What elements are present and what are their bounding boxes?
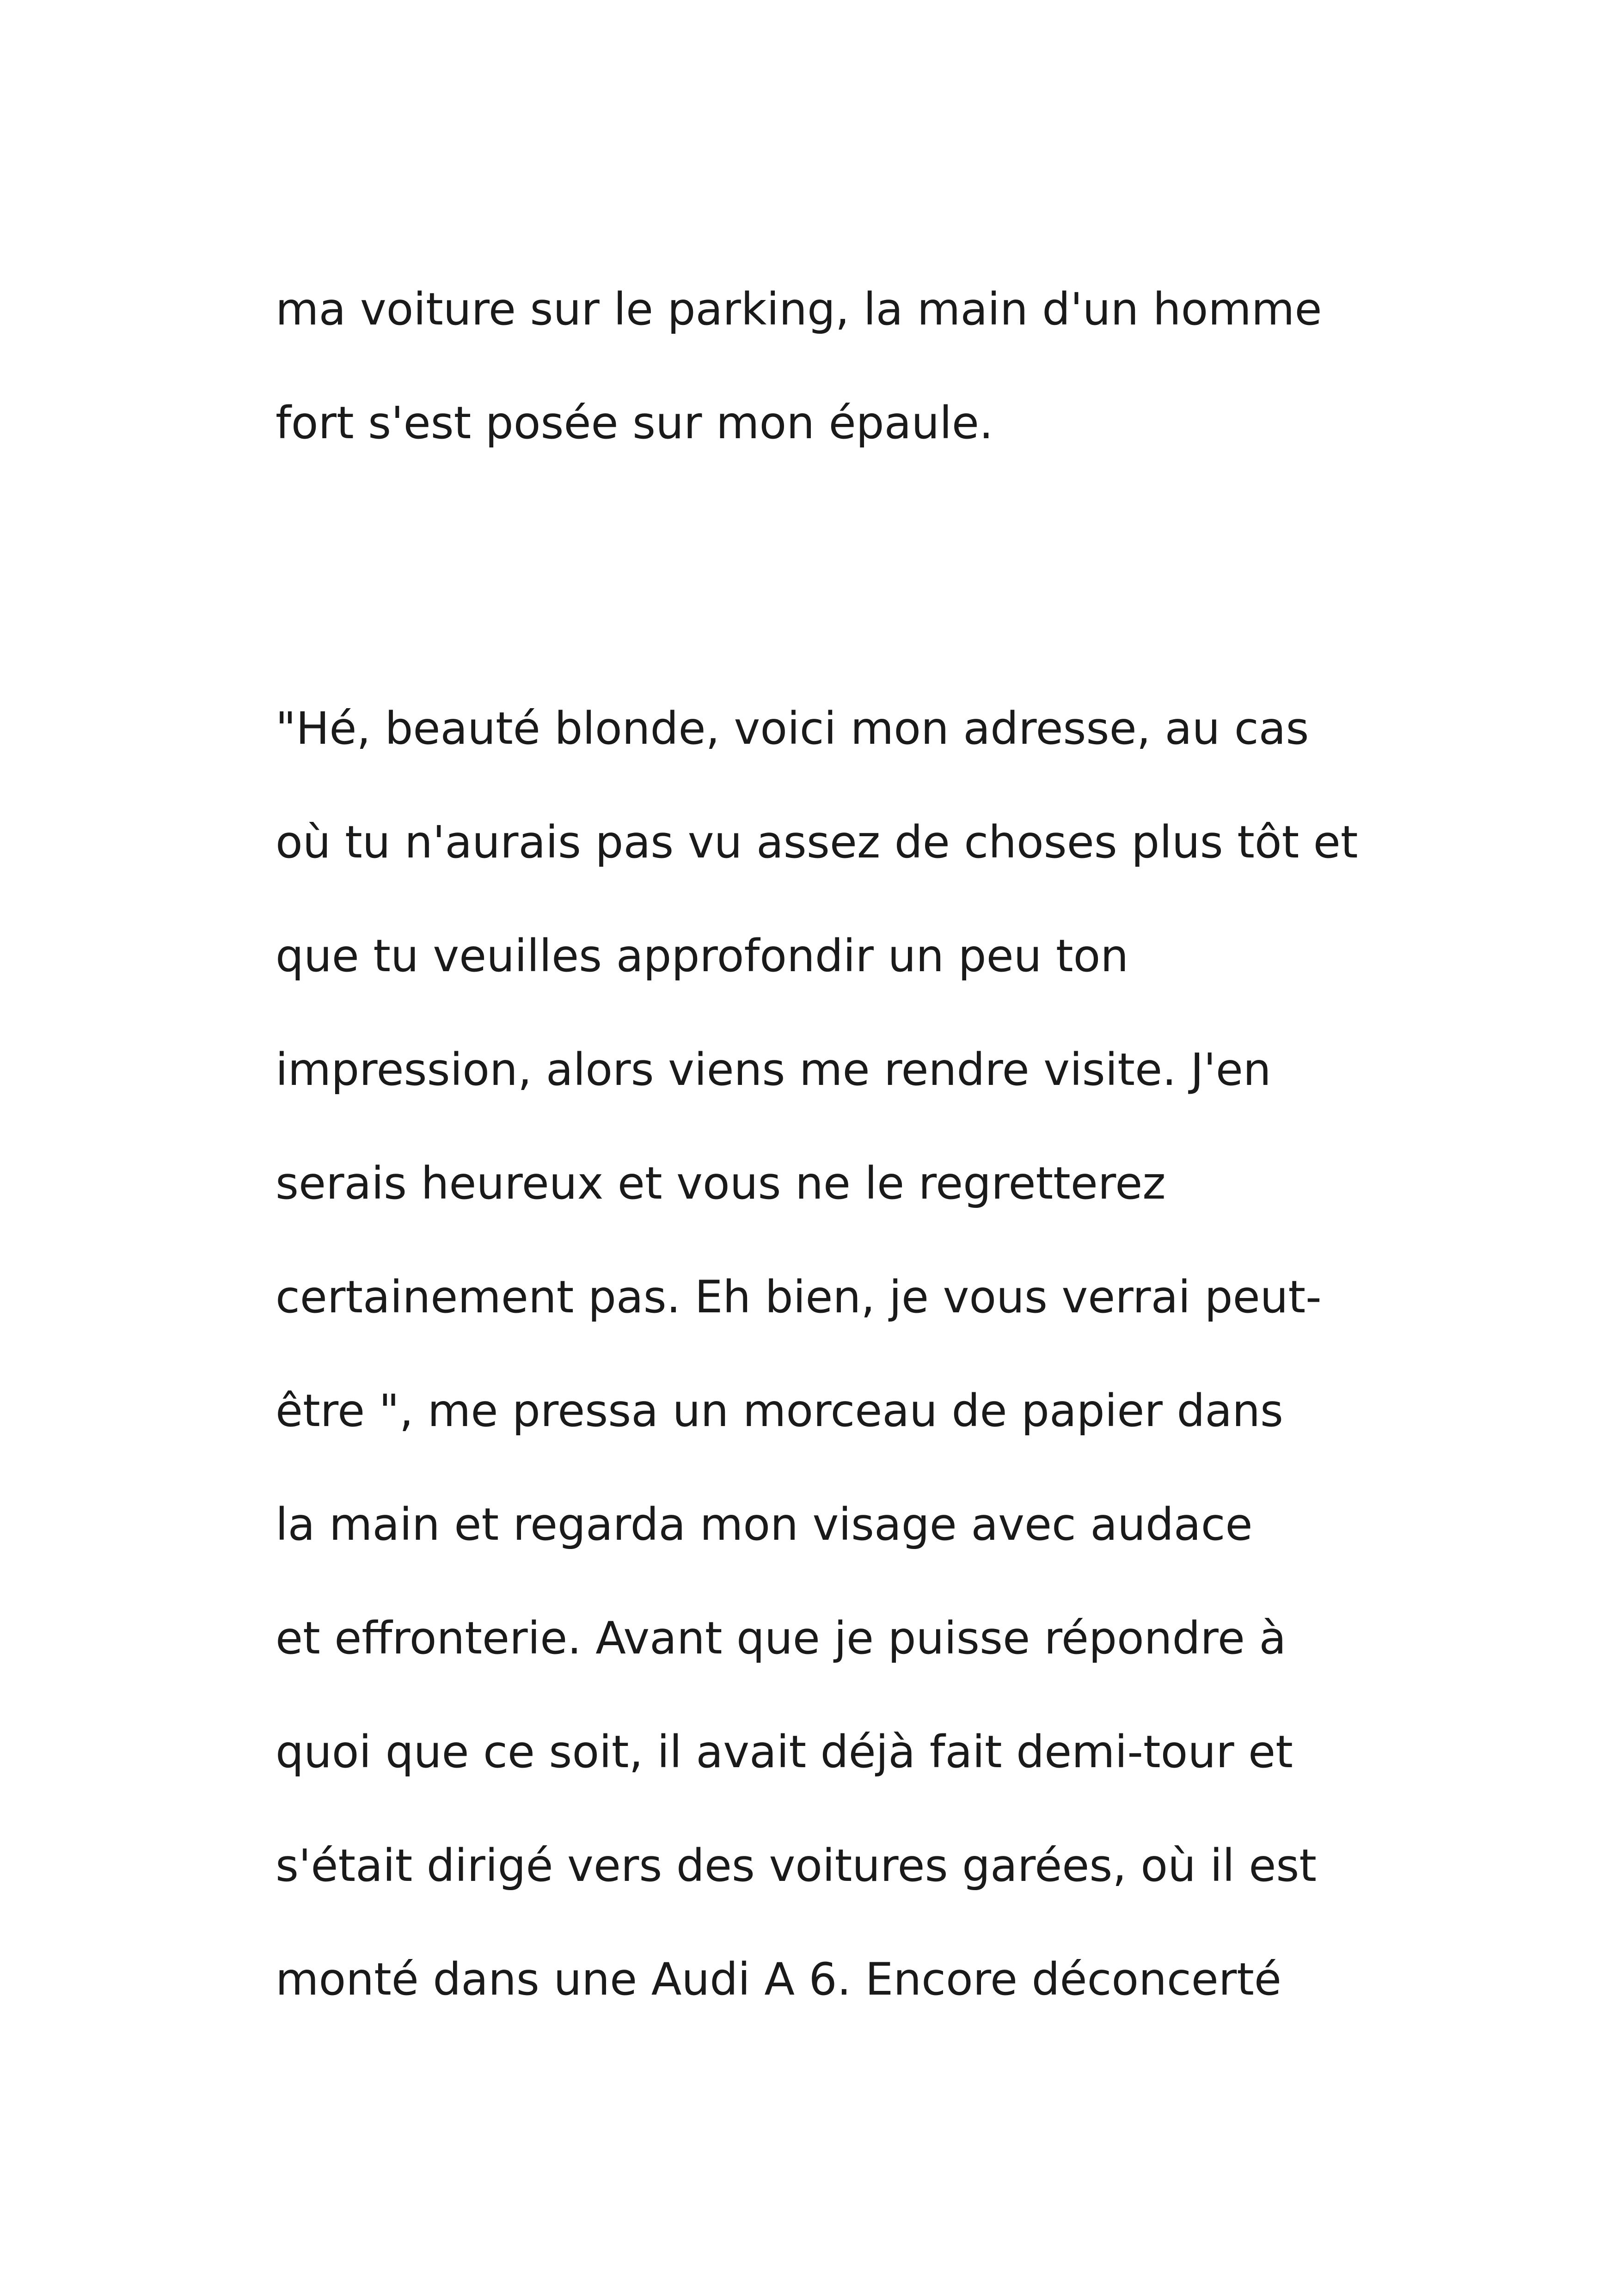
paragraph bbox=[276, 252, 1376, 480]
text-line: certainement pas. Eh bien, je vous verrai peut- bbox=[276, 1271, 1322, 1323]
text-line: ma voiture sur le parking, la main d'un homme bbox=[276, 283, 1322, 335]
text-line: serais heureux et vous ne le regretterez bbox=[276, 1157, 1166, 1209]
text-line: où tu n'aurais pas vu assez de choses plus tôt et bbox=[276, 816, 1358, 868]
text-line: être ", me pressa un morceau de papier dans bbox=[276, 1385, 1284, 1437]
text-line: la main et regarda mon visage avec audace bbox=[276, 1499, 1253, 1550]
text-line: quoi que ce soit, il avait déjà fait demi-tour et bbox=[276, 1726, 1293, 1778]
paragraph bbox=[276, 672, 1376, 2036]
text-line: monté dans une Audi A 6. Encore déconcerté bbox=[276, 1953, 1281, 2005]
text-line: et effronterie. Avant que je puisse répondre à bbox=[276, 1612, 1287, 1664]
text-line: s'était dirigé vers des voitures garées, où il est bbox=[276, 1840, 1317, 1892]
text-line: "Hé, beauté blonde, voici mon adresse, au cas bbox=[276, 703, 1309, 754]
text-line: que tu veuilles approfondir un peu ton bbox=[276, 930, 1129, 982]
text-line: fort s'est posée sur mon épaule. bbox=[276, 397, 993, 449]
text-line: impression, alors viens me rendre visite. J'en bbox=[276, 1044, 1271, 1096]
